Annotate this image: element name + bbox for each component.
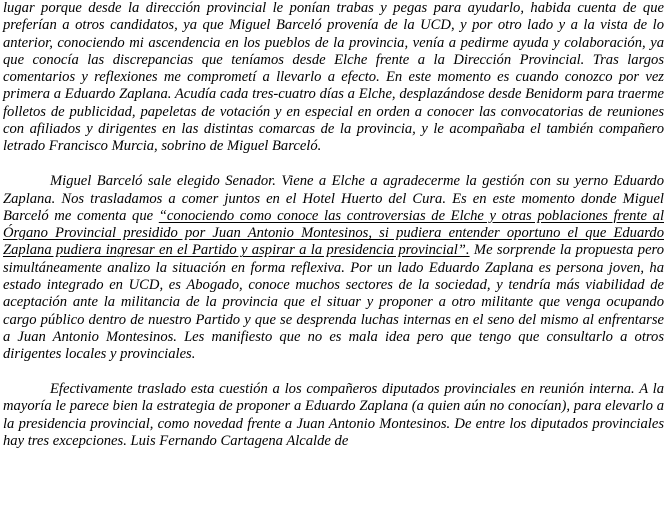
- paragraph-2-text-before-quote: Miguel Barceló sale elegido Senador. Viene a Elche a agradecerme la gestión con su yerno Eduardo Zaplana. Nos trasladamos a comer juntos en el Hotel Huerto del Cura. Es en este momento donde Miguel Barceló me comenta que: [3, 173, 664, 224]
- paragraph-gap: [3, 156, 664, 174]
- paragraph-3: Efectivamente traslado esta cuestión a los compañeros diputados provinciales en reunión interna. A la mayoría le parece bien la estrategia de proponer a Eduardo Zaplana (a quien aún no conocían), para elevarlo a la presidencia provincial, como novedad frente a Juan Antonio Montesinos. De entre los diputados provinciales hay tres excepciones. Luis Fernando Cartagena Alcalde de: [3, 381, 664, 450]
- paragraph-2: [3, 173, 664, 363]
- paragraph-1: lugar porque desde la dirección provincial le ponían trabas y pegas para ayudarlo, habida cuenta de que preferían a otros candidatos, ya que Miguel Barceló provenía de la UCD, y por otro lado y a la vista de lo anterior, conociendo mi ascendencia en los pueblos de la provincia, venía a pedirme ayuda y colaboración, ya que conocía las discrepancias que teníamos desde Elche frente a la Dirección Provincial. Tras largos comentarios y reflexiones me comprometí a llevarlo a efecto. En este momento es cuando conozco por vez primera a Eduardo Zaplana. Acudía cada tres-cuatro días a Elche, desplazándose desde Benidorm para traerme folletos de publicidad, papeletas de votación y en especial en orden a conocer las convocatorias de reuniones con afiliados y dirigentes en las distintas comarcas de la provincia, y le acompañaba el también compañero letrado Francisco Murcia, sobrino de Miguel Barceló.: [3, 0, 664, 155]
- paragraph-2-text-after-quote: Me sorprende la propuesta pero simultáneamente analizo la situación en forma reflexiva. Por un lado Eduardo Zaplana es persona joven, ha estado integrado en UCD, es Abogado, conoce muchos sectores de la sociedad, y tendría más viabilidad de aceptación ante la militancia de la provincia que el situar y proponer a otro militante que venga ocupando cargo público dentro de nuestro Partido y que se desprenda luchas internas en el seno del mismo al enfrentarse a Juan Antonio Montesinos. Les manifiesto que no es mala idea pero que tengo que consultarlo a otros dirigentes locales y provinciales.: [3, 242, 664, 363]
- paragraph-gap: [3, 364, 664, 382]
- underlined-quote: “conociendo como conoce las controversias de Elche y otras poblaciones frente al Órgano Provincial presidido por Juan Antonio Montesinos, si pudiera entender oportuno el que Eduardo Zaplana pudiera ingresar en el Partido y aspirar a la presidencia provincial”.: [3, 207, 664, 259]
- document-page: [3, 0, 664, 450]
